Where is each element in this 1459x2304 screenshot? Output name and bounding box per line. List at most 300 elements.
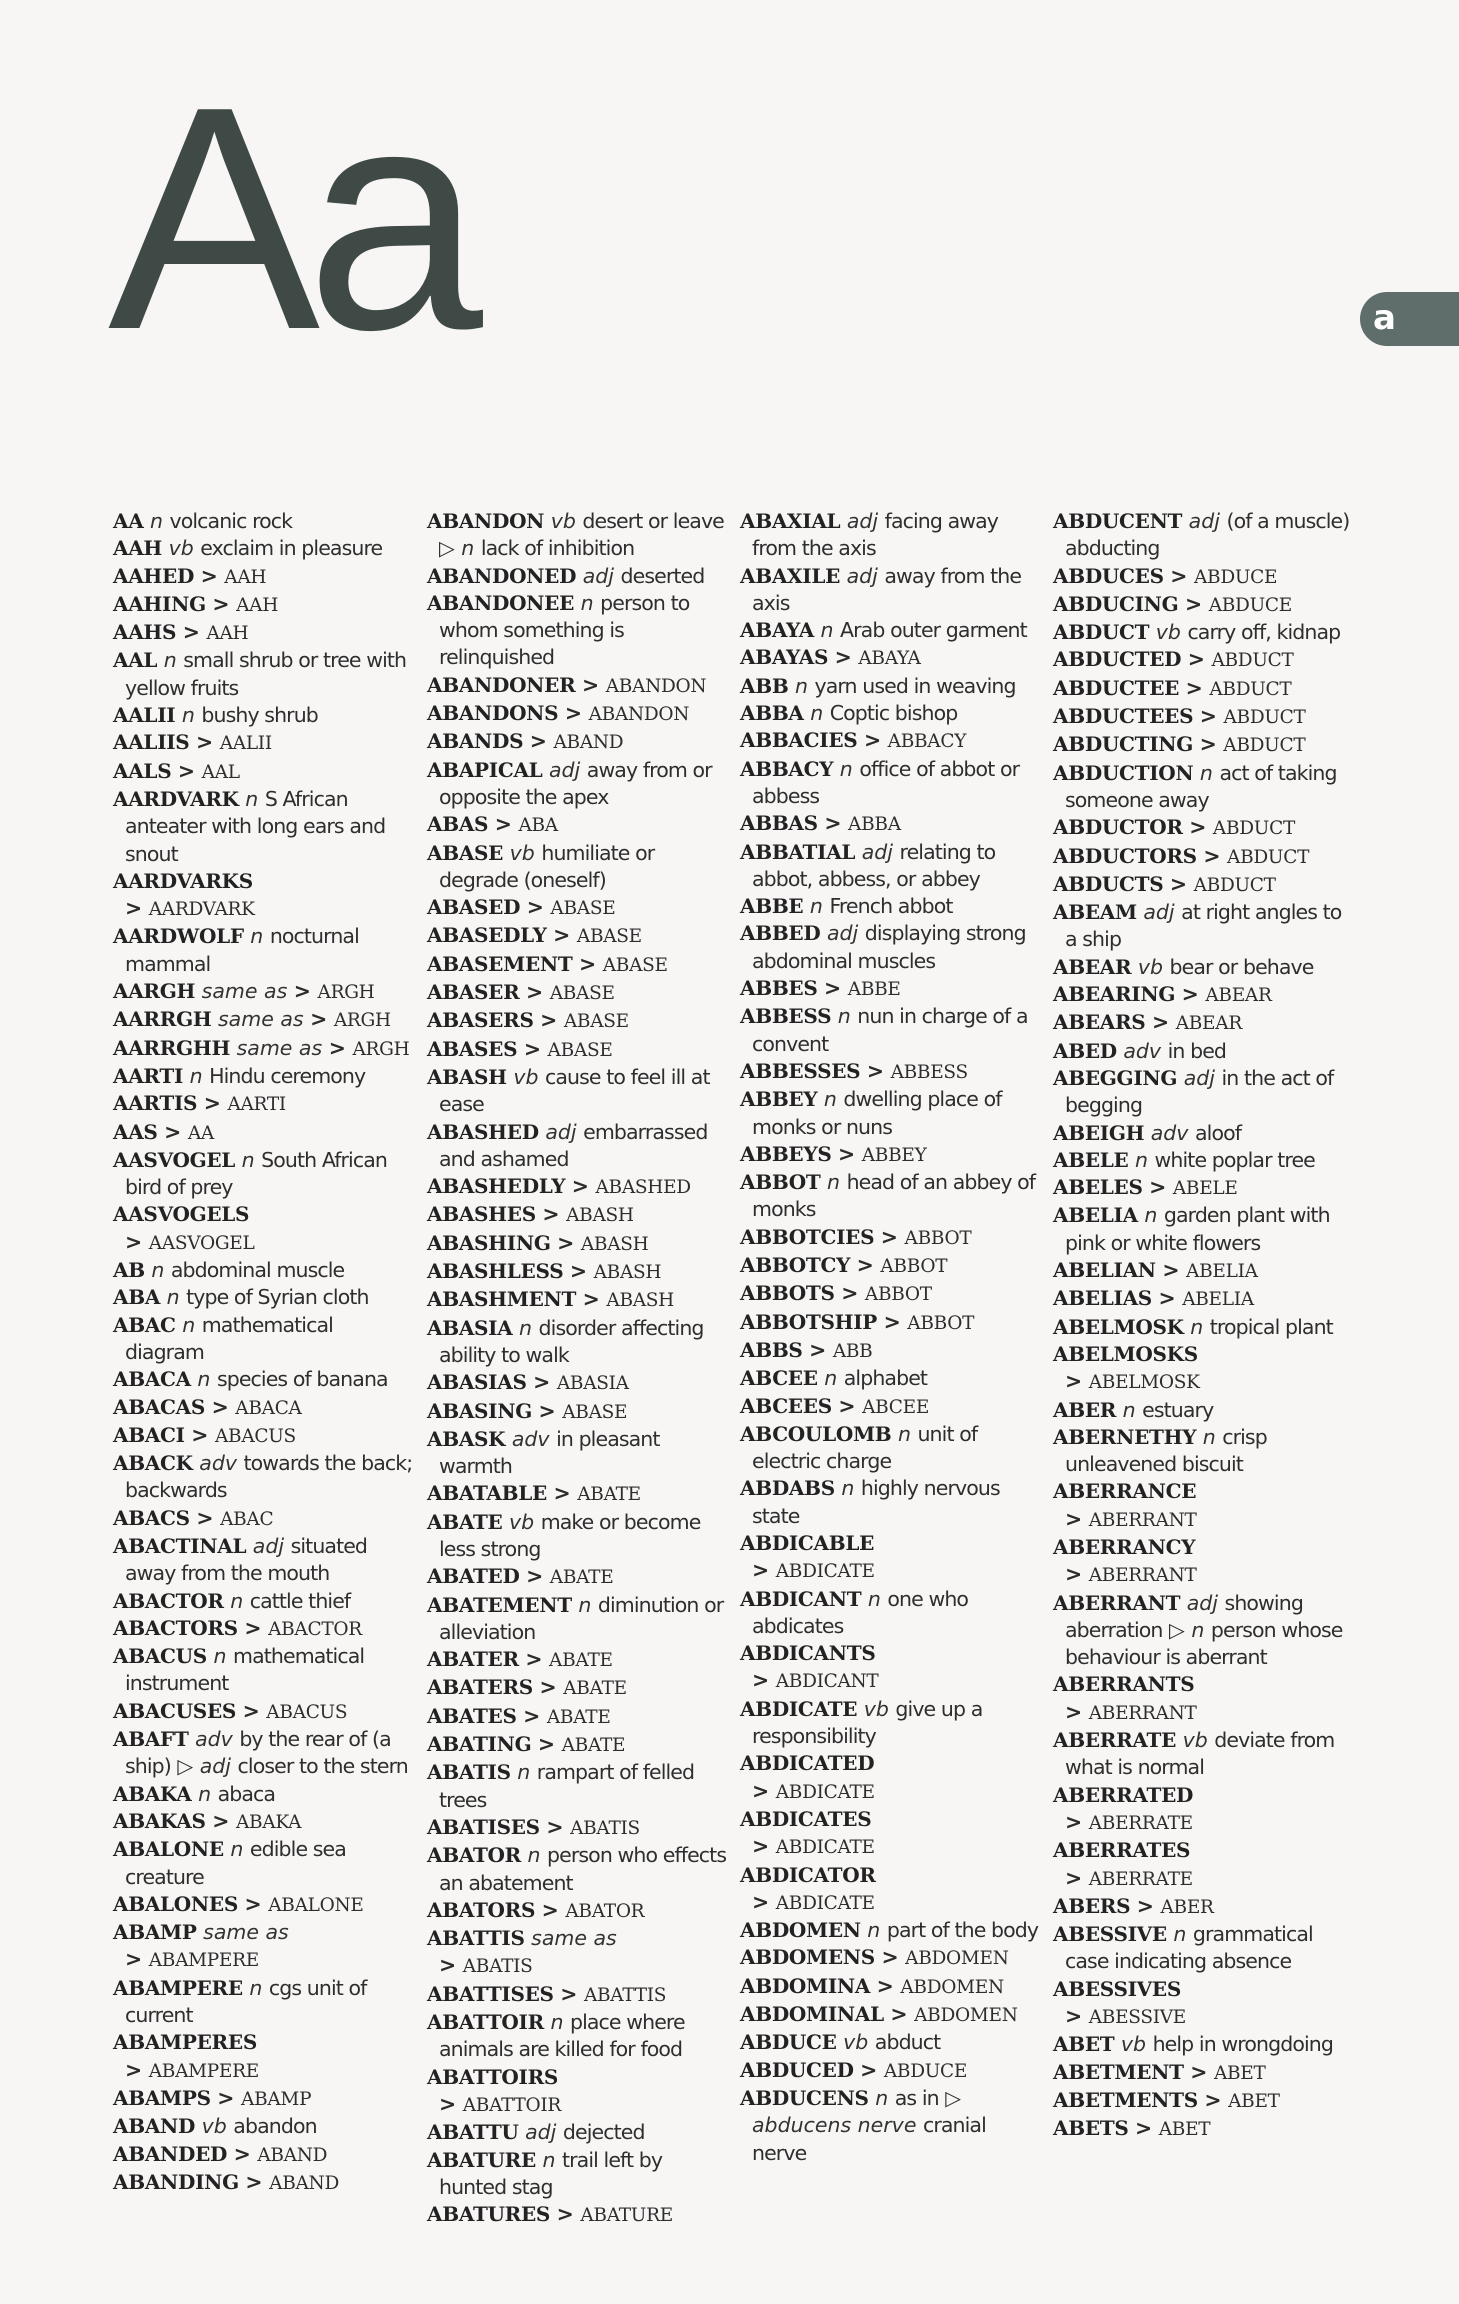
headword: ABASHED — [427, 1119, 539, 1144]
headword: ABASERS — [427, 1008, 534, 1033]
headword: ABACI — [113, 1422, 185, 1447]
headword: ABAMPS — [113, 2085, 211, 2110]
dictionary-entry — [1053, 871, 1353, 899]
cross-reference: ABASIA — [556, 1373, 629, 1395]
cross-reference: ABBE — [847, 979, 901, 1001]
part-of-speech: adj — [861, 839, 893, 864]
headword: ABATABLE — [427, 1481, 547, 1506]
part-of-speech: n — [867, 1918, 881, 1943]
dictionary-entry — [113, 563, 413, 591]
part-of-speech: adj — [1183, 1065, 1215, 1090]
cross-reference-arrow-icon: > — [196, 1505, 214, 1530]
part-of-speech: n — [230, 1588, 244, 1613]
dictionary-entry — [113, 1201, 413, 1257]
part-of-speech: vb — [1120, 2032, 1147, 2057]
definition: place where animals are killed for food — [439, 2010, 685, 2062]
dictionary-entry — [113, 1726, 413, 1781]
dictionary-entry — [427, 1064, 727, 1119]
headword: ABASEDLY — [427, 923, 547, 948]
headword: ABASER — [427, 980, 520, 1005]
headword: ABANDONS — [427, 701, 559, 726]
cross-reference: ABATE — [577, 1484, 641, 1506]
headword: ABDUCING — [1053, 591, 1179, 616]
cross-reference-arrow-icon: > — [494, 812, 512, 837]
definition: diminution or alleviation — [439, 1592, 724, 1644]
headword: ABALONES — [113, 1891, 238, 1916]
part-of-speech: n — [249, 1975, 263, 2000]
part-of-speech: n — [149, 509, 163, 533]
headword: ABELMOSK — [1053, 1314, 1184, 1339]
thumb-index-tab[interactable] — [1360, 292, 1459, 346]
dictionary-entry — [740, 1224, 1040, 1252]
cross-reference: ABBOT — [880, 1256, 948, 1278]
headword: AARDVARK — [113, 786, 239, 811]
cross-reference-arrow-icon: > — [1169, 871, 1188, 896]
dictionary-entry — [427, 1842, 727, 1897]
dictionary-entry — [1053, 1285, 1353, 1313]
headword: ABDICATE — [740, 1696, 858, 1721]
headword: AARGH — [113, 979, 196, 1004]
definition: office of abbot or abbess — [752, 756, 1020, 808]
cross-reference-arrow-icon: > — [245, 2169, 263, 2194]
part-of-speech: n — [1135, 1147, 1149, 1172]
dictionary-entry — [427, 840, 727, 895]
dictionary-entry — [427, 672, 727, 700]
headword: ABASEMENT — [427, 951, 573, 976]
cross-reference: ABASE — [562, 1401, 628, 1423]
headword: ABAXILE — [740, 563, 841, 588]
definition: unit of electric charge — [752, 1421, 978, 1474]
dictionary-entry — [740, 1141, 1040, 1169]
definition: deserted — [620, 563, 705, 588]
dictionary-entry — [740, 1806, 1040, 1862]
cross-reference: ABAND — [257, 2144, 328, 2166]
headword: ABETMENT — [1053, 2059, 1184, 2084]
cross-reference-arrow-icon: > — [880, 1224, 898, 1249]
cross-reference-arrow-icon: > — [542, 1202, 560, 1227]
dictionary-entry — [113, 1284, 413, 1311]
part-of-speech: n — [824, 1366, 838, 1391]
dictionary-entry — [1053, 563, 1353, 591]
dictionary-entry — [1053, 508, 1353, 563]
cross-reference-arrow-icon: > — [293, 979, 311, 1004]
headword: ABERRANTS — [1053, 1672, 1195, 1697]
headword: ABED — [1053, 1038, 1117, 1063]
headword: ABELIAN — [1053, 1258, 1156, 1283]
part-of-speech: n — [820, 618, 834, 643]
cross-reference-arrow-icon: > — [824, 811, 842, 836]
cross-reference: ABET — [1158, 2119, 1211, 2141]
part-of-speech: same as — [201, 979, 288, 1004]
cross-reference-arrow-icon: > — [1065, 1506, 1083, 1531]
headword: ABACA — [113, 1367, 191, 1392]
headword: ABACTINAL — [113, 1533, 247, 1558]
definition: showing aberration — [1065, 1590, 1303, 1642]
dictionary-entry — [113, 923, 413, 978]
definition: nun in charge of a convent — [752, 1004, 1028, 1056]
cross-reference: ABATTIS — [583, 1984, 667, 2006]
part-of-speech: adj — [545, 1119, 577, 1144]
part-of-speech: same as — [203, 1920, 289, 1945]
dictionary-entry — [740, 1862, 1040, 1918]
part-of-speech: vb — [863, 1696, 889, 1721]
sense-arrow-icon: ▷ — [945, 2085, 962, 2110]
cross-reference-arrow-icon: > — [233, 2141, 251, 2166]
headword: AALIIS — [113, 730, 190, 755]
dictionary-entry — [427, 2147, 727, 2202]
cross-reference-arrow-icon: > — [125, 2057, 143, 2082]
sense-arrow-icon: ▷ — [439, 536, 455, 561]
definition: displaying strong abdominal muscles — [752, 921, 1026, 973]
part-of-speech: n — [250, 924, 264, 949]
cross-reference-arrow-icon: > — [525, 980, 544, 1005]
headword: ABBE — [740, 894, 804, 919]
cross-reference-arrow-icon: > — [1184, 591, 1203, 616]
cross-reference: ABER — [1160, 1896, 1214, 1918]
part-of-speech: adj — [525, 2120, 557, 2145]
headword: ABBATIAL — [740, 839, 856, 864]
headword: ABASES — [427, 1036, 518, 1061]
cross-reference-arrow-icon: > — [1135, 2116, 1153, 2141]
headword: ABACK — [113, 1451, 193, 1476]
part-of-speech: n — [1173, 1922, 1187, 1947]
dictionary-entry — [427, 2009, 727, 2064]
definition: person to whom something is relinquished — [439, 590, 690, 670]
headword: ABBESS — [740, 1004, 832, 1029]
headword: ABALONE — [113, 1837, 224, 1862]
cross-reference: ABATIS — [570, 1817, 640, 1839]
cross-reference-arrow-icon: > — [242, 1698, 260, 1723]
headword: ABDICATES — [740, 1806, 872, 1831]
dictionary-entry — [113, 1312, 413, 1367]
cross-reference: ABDUCT — [1212, 818, 1295, 840]
cross-reference-arrow-icon: > — [244, 1615, 262, 1640]
cross-reference: ABELMOSK — [1088, 1372, 1200, 1394]
cross-reference: ABAC — [220, 1508, 274, 1530]
cross-reference: ABB — [832, 1340, 873, 1362]
part-of-speech: vb — [168, 536, 194, 561]
cross-reference: ABDOMEN — [900, 1976, 1004, 1998]
part-of-speech: vb — [513, 1064, 539, 1089]
dictionary-entry — [1053, 1424, 1353, 1479]
headword: ABBEYS — [740, 1141, 832, 1166]
definition: Coptic bishop — [829, 701, 958, 726]
dictionary-entry — [740, 644, 1040, 672]
cross-reference: ABESSIVE — [1088, 2007, 1186, 2029]
definition: abdominal muscle — [170, 1258, 345, 1283]
dictionary-entry — [1053, 1341, 1353, 1397]
cross-reference-arrow-icon: > — [1136, 1893, 1154, 1918]
definition: facing away from the axis — [752, 509, 999, 561]
part-of-speech: n — [810, 701, 824, 726]
dictionary-entry — [740, 700, 1040, 727]
headword: ABDICATOR — [740, 1862, 876, 1887]
cross-reference: ABATE — [546, 1706, 611, 1728]
cross-reference: ABATTOIR — [462, 2094, 562, 2116]
definition: Arab outer garment — [840, 618, 1027, 643]
cross-reference: ABASH — [580, 1233, 649, 1255]
headword: ABEARING — [1053, 982, 1176, 1007]
headword: ABBED — [740, 921, 821, 946]
headword: ABDICATED — [740, 1751, 875, 1776]
cross-reference-arrow-icon: > — [834, 645, 852, 670]
part-of-speech: vb — [550, 509, 576, 533]
dictionary-entry — [427, 811, 727, 839]
definition: nocturnal mammal — [125, 924, 359, 976]
headword: ABANDONER — [427, 672, 576, 697]
definition: humiliate or degrade (oneself) — [439, 840, 655, 892]
dictionary-entry — [113, 1090, 413, 1118]
cross-reference: ABASE — [549, 983, 615, 1005]
headword: ABERS — [1053, 1893, 1131, 1918]
dictionary-entry — [113, 1422, 413, 1450]
dictionary-entry — [427, 2201, 727, 2229]
cross-reference: ABDUCT — [1227, 846, 1310, 868]
cross-reference: ABAKA — [235, 1811, 302, 1833]
headword: ABDABS — [740, 1476, 835, 1501]
cross-reference-arrow-icon: > — [1065, 1809, 1083, 1834]
cross-reference: ABACTOR — [268, 1618, 362, 1640]
headword: ABDUCENS — [740, 2085, 869, 2110]
headword: ABEGGING — [1053, 1065, 1178, 1090]
dictionary-entry — [740, 2057, 1040, 2085]
definition: deviate from what is normal — [1065, 1728, 1335, 1780]
cross-reference-arrow-icon: > — [569, 1259, 588, 1284]
part-of-speech: n — [875, 2085, 889, 2110]
part-of-speech: n — [197, 1367, 211, 1392]
dictionary-entry — [740, 1421, 1040, 1476]
definition: help in wrongdoing — [1152, 2032, 1333, 2057]
cross-reference-arrow-icon: > — [328, 1035, 346, 1060]
part-of-speech: n — [151, 1258, 165, 1283]
definition: cgs unit of current — [125, 1975, 367, 2028]
cross-reference-arrow-icon: > — [752, 1778, 770, 1803]
dictionary-entry — [740, 1309, 1040, 1337]
part-of-speech: adv — [195, 1727, 233, 1752]
dictionary-entry — [427, 979, 727, 1007]
cross-reference-arrow-icon: > — [244, 1891, 262, 1916]
dictionary-entry — [427, 1563, 727, 1591]
part-of-speech: n — [550, 2010, 564, 2035]
cross-reference-arrow-icon: > — [579, 951, 597, 976]
headword: ABEAM — [1053, 900, 1137, 925]
dictionary-entry — [1053, 731, 1353, 759]
cross-reference-arrow-icon: > — [571, 1174, 589, 1199]
dictionary-entry — [113, 1588, 413, 1615]
definition: white poplar tree — [1154, 1147, 1315, 1172]
part-of-speech: vb — [509, 840, 535, 865]
dictionary-entry — [740, 1252, 1040, 1280]
definition: bear or behave — [1169, 954, 1314, 979]
part-of-speech: abducens nerve — [752, 2113, 917, 2138]
dictionary-entry — [427, 1426, 727, 1481]
dictionary-entry — [1053, 2115, 1353, 2143]
part-of-speech: adj — [846, 509, 879, 533]
cross-reference: ABERRATE — [1088, 1812, 1193, 1834]
definition: situated away from the mouth — [125, 1533, 368, 1586]
dictionary-entry — [427, 894, 727, 922]
part-of-speech: vb — [1137, 954, 1163, 979]
part-of-speech: same as — [218, 1007, 304, 1032]
headword: ABBOT — [740, 1170, 821, 1195]
dictionary-entry — [427, 700, 727, 728]
dictionary-entry — [1053, 1976, 1353, 2032]
headword: ABATIS — [427, 1760, 511, 1785]
entries-column-3 — [740, 508, 1040, 2167]
headword: AARRGHH — [113, 1035, 231, 1060]
cross-reference: ABDOMEN — [914, 2005, 1018, 2027]
cross-reference-arrow-icon: > — [525, 1647, 543, 1672]
headword: ABANDONEE — [427, 590, 575, 615]
cross-reference-arrow-icon: > — [533, 1370, 551, 1395]
definition: S African anteater with long ears and snout — [125, 786, 386, 866]
part-of-speech: n — [181, 703, 195, 728]
headword: ABETMENTS — [1053, 2087, 1198, 2112]
headword: AARRGH — [113, 1007, 212, 1032]
definition: lack of inhibition — [480, 536, 635, 561]
cross-reference: ABANDON — [605, 675, 707, 697]
headword: ABDICANT — [740, 1586, 862, 1611]
dictionary-entry — [1053, 1782, 1353, 1838]
cross-reference-arrow-icon: > — [1065, 1369, 1083, 1394]
part-of-speech: adv — [1150, 1120, 1189, 1145]
dictionary-entry — [740, 1586, 1040, 1641]
headword: ABDUCTEES — [1053, 704, 1194, 729]
cross-reference-arrow-icon: > — [1065, 1699, 1083, 1724]
headword: ABASIA — [427, 1315, 513, 1340]
cross-reference: ABAMPERE — [148, 1950, 259, 1972]
cross-reference-arrow-icon: > — [1151, 1010, 1170, 1035]
cross-reference-arrow-icon: > — [125, 1229, 143, 1254]
dictionary-entry — [427, 1646, 727, 1674]
headword: ABAMPERES — [113, 2030, 257, 2055]
cross-reference: ABACA — [235, 1397, 302, 1419]
dictionary-entry — [427, 1897, 727, 1925]
headword: ABAND — [113, 2114, 196, 2139]
definition: in the act of begging — [1065, 1065, 1334, 1118]
definition: type of Syrian cloth — [186, 1285, 369, 1310]
cross-reference: ABBESS — [890, 1061, 968, 1083]
headword: ABERRANCE — [1053, 1479, 1197, 1504]
dictionary-entry — [427, 2064, 727, 2120]
dictionary-entry — [113, 2113, 413, 2140]
headword: ABDICABLE — [740, 1530, 875, 1555]
headword: ABERNETHY — [1053, 1424, 1197, 1449]
dictionary-entry — [740, 920, 1040, 975]
headword: ABATOR — [427, 1843, 521, 1868]
part-of-speech: n — [519, 1315, 532, 1340]
cross-reference: ABDICATE — [775, 1781, 875, 1803]
sense-arrow-icon: ▷ — [177, 1754, 194, 1779]
headword: AAL — [113, 648, 158, 673]
dictionary-entry — [740, 1750, 1040, 1806]
headword: ABBOTCIES — [740, 1224, 875, 1249]
cross-reference: ABDUCT — [1209, 678, 1292, 700]
headword: ABBOTSHIP — [740, 1309, 878, 1334]
definition: alphabet — [843, 1366, 928, 1391]
definition: garden plant with pink or white flowers — [1065, 1203, 1330, 1255]
headword: AB — [113, 1258, 145, 1283]
headword: ABBS — [740, 1337, 803, 1362]
dictionary-entry — [1053, 619, 1353, 646]
headword: AARDVARKS — [113, 868, 253, 893]
cross-reference-arrow-icon: > — [863, 728, 882, 753]
dictionary-entry — [113, 1394, 413, 1422]
headword: ABATTIS — [427, 1926, 525, 1951]
dictionary-entry — [113, 1366, 413, 1393]
dictionary-entry — [427, 1315, 727, 1370]
cross-reference-arrow-icon: > — [841, 1281, 859, 1306]
cross-reference: AAL — [201, 761, 240, 783]
part-of-speech: vb — [1182, 1728, 1208, 1753]
dictionary-entry — [113, 1615, 413, 1643]
part-of-speech: vb — [843, 2030, 869, 2055]
cross-reference: ABASH — [593, 1262, 662, 1284]
definition: disorder affecting ability to walk — [439, 1315, 704, 1367]
headword: AALII — [113, 703, 176, 728]
cross-reference-arrow-icon: > — [182, 620, 200, 645]
cross-reference-arrow-icon: > — [195, 730, 214, 755]
dictionary-entry — [1053, 1397, 1353, 1424]
headword: ABELMOSKS — [1053, 1341, 1198, 1366]
dictionary-entry — [1053, 1174, 1353, 1202]
headword: ABATE — [427, 1509, 503, 1534]
headword: ABER — [1053, 1397, 1117, 1422]
dictionary-entry — [427, 1007, 727, 1035]
cross-reference-arrow-icon: > — [211, 1394, 229, 1419]
definition: head of an abbey of monks — [752, 1170, 1036, 1222]
dictionary-entry — [1053, 1727, 1353, 1782]
definition: South African bird of prey — [125, 1147, 387, 1200]
dictionary-entry — [113, 1891, 413, 1919]
headword: ABASED — [427, 895, 521, 920]
headword: ABDUCE — [740, 2030, 837, 2055]
cross-reference-arrow-icon: > — [541, 1897, 559, 1922]
dictionary-entry — [740, 2085, 1040, 2167]
cross-reference-arrow-icon: > — [526, 1564, 544, 1589]
cross-reference-arrow-icon: > — [203, 1091, 221, 1116]
definition: cause to feel ill at ease — [439, 1064, 710, 1117]
dictionary-entry — [427, 1480, 727, 1508]
cross-reference: ABEAR — [1205, 985, 1272, 1007]
dictionary-entry — [427, 508, 727, 563]
headword: ABB — [740, 673, 789, 698]
dictionary-entry — [1053, 646, 1353, 674]
headword: ABACUSES — [113, 1698, 237, 1723]
letter-heading: Aa — [108, 41, 469, 396]
part-of-speech: n — [230, 1837, 244, 1862]
cross-reference-arrow-icon: > — [523, 1703, 541, 1728]
part-of-speech: n — [897, 1421, 911, 1446]
dictionary-entry — [740, 893, 1040, 920]
headword: ABATTISES — [427, 1981, 554, 2006]
headword: ABASHLESS — [427, 1259, 564, 1284]
cross-reference: ABASE — [550, 898, 616, 920]
definition: exclaim in pleasure — [200, 536, 383, 561]
part-of-speech: n — [461, 536, 475, 561]
headword: ABATED — [427, 1564, 520, 1589]
headword: ABDUCTING — [1053, 732, 1194, 757]
headword: ABCOULOMB — [740, 1421, 892, 1446]
cross-reference-arrow-icon: > — [556, 2202, 574, 2227]
part-of-speech: n — [1199, 760, 1213, 785]
cross-reference: ABEAR — [1175, 1013, 1242, 1035]
dictionary-entry — [1053, 1893, 1353, 1921]
part-of-speech: n — [517, 1760, 531, 1785]
headword: ABERRATE — [1053, 1728, 1177, 1753]
cross-reference: ABA — [518, 815, 558, 837]
cross-reference: ABASH — [566, 1205, 634, 1227]
